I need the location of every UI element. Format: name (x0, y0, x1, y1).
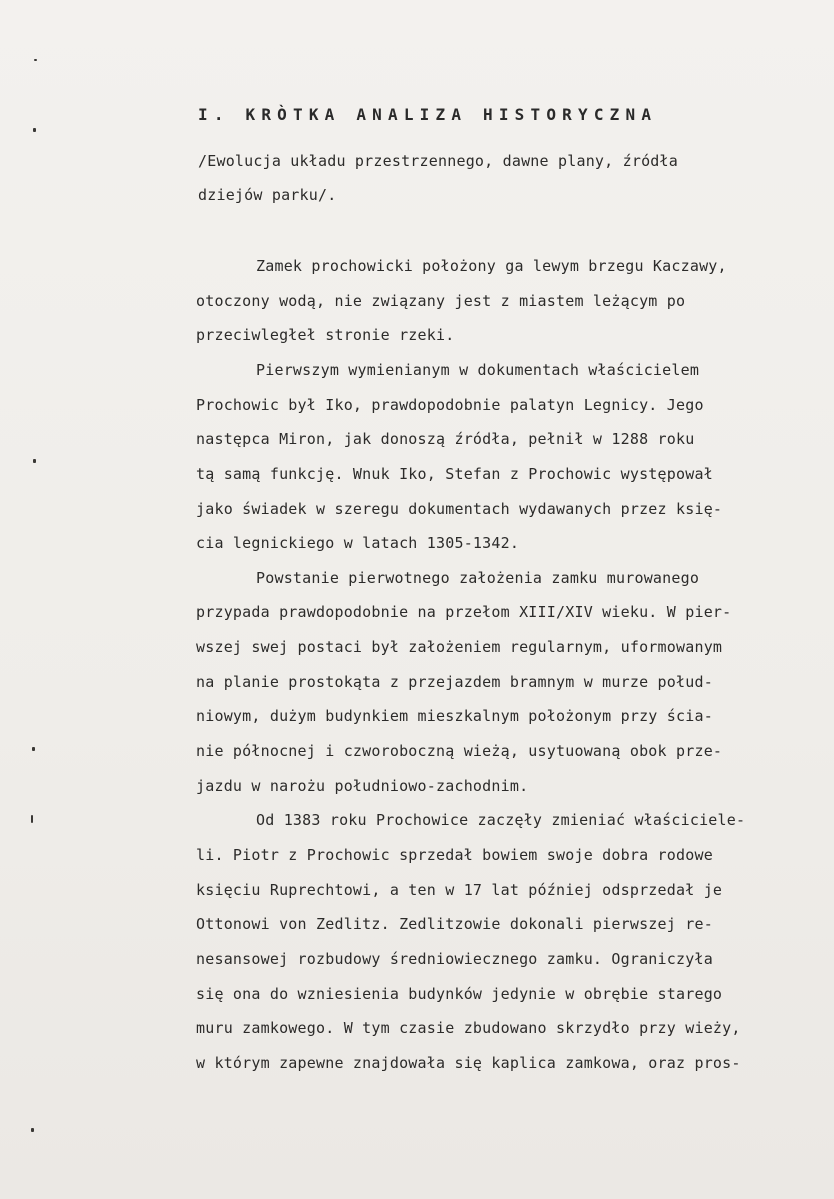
body-line: nesansowej rozbudowy średniowiecznego zamku. Ograniczyła (196, 950, 713, 968)
body-line: Od 1383 roku Prochowice zaczęły zmieniać właściciele- (256, 811, 746, 829)
body-line: Pierwszym wymienianym w dokumentach właścicielem (256, 361, 700, 379)
body-line: Zamek prochowicki położony ga lewym brzegu Kaczawy, (256, 257, 727, 275)
body-line: przeciwległeł stronie rzeki. (196, 326, 455, 344)
body-line: jazdu w narożu południowo-zachodnim. (196, 777, 529, 795)
body-line: księciu Ruprechtowi, a ten w 17 lat później odsprzedał je (196, 881, 723, 899)
body-line: przypada prawdopodobnie na przełom XIII/XIV wieku. W pier- (196, 603, 732, 621)
margin-mark (33, 459, 36, 463)
margin-mark (31, 815, 33, 823)
body-line: muru zamkowego. W tym czasie zbudowano skrzydło przy wieży, (196, 1019, 741, 1037)
subtitle-line: dziejów parku/. (198, 186, 337, 204)
margin-mark (32, 747, 35, 751)
body-line: Prochowic był Iko, prawdopodobnie palatyn Legnicy. Jego (196, 396, 704, 414)
body-line: niowym, dużym budynkiem mieszkalnym położonym przy ścia- (196, 707, 713, 725)
body-line: otoczony wodą, nie związany jest z miastem leżącym po (196, 292, 686, 310)
margin-mark (34, 59, 37, 61)
body-line: wszej swej postaci był założeniem regularnym, uformowanym (196, 638, 723, 656)
body-line: li. Piotr z Prochowic sprzedał bowiem swoje dobra rodowe (196, 846, 713, 864)
body-line: następca Miron, jak donoszą źródła, pełnił w 1288 roku (196, 430, 695, 448)
margin-mark (31, 1128, 34, 1132)
body-line: się ona do wzniesienia budynków jedynie w obrębie starego (196, 985, 723, 1003)
margin-mark (33, 128, 36, 132)
body-line: Powstanie pierwotnego założenia zamku murowanego (256, 569, 700, 587)
body-line: na planie prostokąta z przejazdem bramnym w murze połud- (196, 673, 713, 691)
document-heading: I. KRÒTKA ANALIZA HISTORYCZNA (198, 105, 658, 124)
body-line: Ottonowi von Zedlitz. Zedlitzowie dokonali pierwszej re- (196, 915, 713, 933)
body-line: tą samą funkcję. Wnuk Iko, Stefan z Prochowic występował (196, 465, 713, 483)
body-line: nie północnej i czworoboczną wieżą, usytuowaną obok prze- (196, 742, 723, 760)
subtitle-line: /Ewolucja układu przestrzennego, dawne plany, źródła (198, 152, 678, 170)
body-line: cia legnickiego w latach 1305-1342. (196, 534, 520, 552)
body-line: jako świadek w szeregu dokumentach wydawanych przez księ- (196, 500, 723, 518)
body-line: w którym zapewne znajdowała się kaplica zamkowa, oraz pros- (196, 1054, 741, 1072)
